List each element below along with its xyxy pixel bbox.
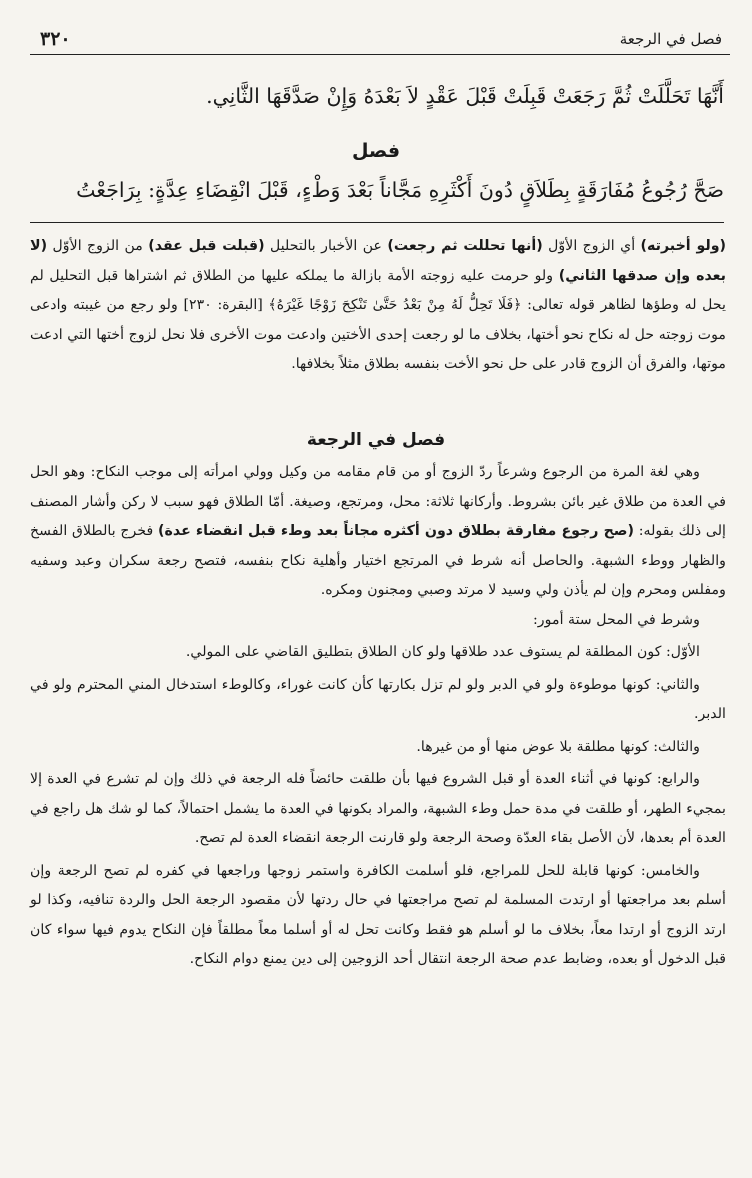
bold-quote: (ولو أخبرته): [640, 238, 726, 254]
commentary-text: أي الزوج الأوّل: [542, 238, 641, 254]
bold-quote: (صح رجوع مفارقة بطلاق دون أكثره مجاناً بعد وطء قبل انقضاء عدة): [158, 523, 635, 539]
commentary-block-b: [30, 458, 726, 975]
matn-line-second: صَحَّ رُجُوعُ مُفَارَقَةٍ بِطَلاَقٍ دُونَ أَكْثَرِهِ مَجَّاناً بَعْدَ وَطْءٍ، قَبْلَ انْقِضَاءِ عِدَّةٍ: بِرَاجَعْتُ: [76, 178, 724, 202]
matn-heading: فصل: [351, 140, 401, 162]
commentary-paragraph: [30, 458, 726, 606]
text-commentary-divider: [30, 222, 724, 223]
running-header-title: فصل في الرجعة: [619, 30, 722, 48]
section-heading: فصل في الرجعة: [306, 430, 446, 450]
commentary-paragraph: [30, 232, 726, 380]
commentary-text: عن الأخبار بالتحليل: [264, 238, 388, 254]
condition-2: والثاني: كونها موطوءة ولو في الدبر ولو لم تزل بكارتها كأن كانت غوراء، وكالوطء استدخال المني المحترم ولو في الدبر.: [30, 676, 726, 722]
commentary-text: وهي لغة المرة من الرجوع وشرعاً ردّ الزوج أو من قام مقامه من وكيل وولي امرأته إلى موجب النكاح: وهو الحل في العدة من طلاق غير بائن بشروط. وأركانها ثلاثة: محل، ومرتجع، وصيغة. أمّا الطلاق فهو سبب لا ركن وأشار المصنف إلى ذلك بقوله:: [30, 464, 726, 539]
bold-quote: (لا بعده وإن صدقها الثاني): [30, 238, 726, 284]
commentary-paragraph: وشرط في المحل ستة أمور:: [533, 611, 700, 628]
commentary-text: ولو حرمت عليه زوجته الأمة بازالة ما يملكه عليها من الطلاق ثم اشتراها قبل التحليل لم يحل له وطؤها لظاهر قوله تعالى: ﴿فَلَا تَحِلُّ لَهُ مِنْ بَعْدُ حَتَّىٰ تَنْكِحَ زَوْجًا غَيْرَهُ﴾ [البقرة: ٢٣٠] ولو رجع من غيبته وادعى موت زوجته حل له نكاح نحو أختها، بخلاف ما لو رجعت إحدى الأختين وادعت موت الأخرى فلا نحل لزوج أختها التي ادعت موتها، والفرق أن الزوج قادر على حل نحو الأخت بنفسه بطلاق مثلاً بخلافها.: [30, 267, 727, 372]
commentary-text: من الزوج الأوّل: [47, 238, 149, 254]
condition-4: والرابع: كونها في أثناء العدة أو قبل الشروع فيها بأن طلقت حائضاً فله الرجعة في ذلك وإن لم تشرع في العدة إلا بمجيء الطهر، أو طلقت في مدة حمل وطء الشبهة، والمراد بكونها في العدة ما يشمل احتمالاً، كما لو شك هل راجع في العدة أم بعدها، لأن الأصل بقاء العدّة وصحة الرجعة ولو قارنت الرجعة انقضاء العدة لم تصح.: [30, 771, 726, 846]
condition-5: والخامس: كونها قابلة للحل للمراجع، فلو أسلمت الكافرة واستمر زوجها وراجعها في كفره لم تصح الرجعة وإن أسلم بعد مراجعتها أو ارتدت المسلمة لم تصح مراجعتها في حال ردتها لأن مقصود الرجعة الحل والردة تنافيه، وكذا لو ارتد الزوج أو ارتدا معاً، بخلاف ما لو أسلم هو فقط وكانت تحل له أو أسلما معاً مطلقاً فإن النكاح يدوم فيها سواء كان قبل الدخول أو بعده، وضابط عدم صحة الرجعة انتقال أحد الزوجين إلى دين يمنع دوام النكاح.: [30, 862, 726, 967]
matn-line-top: أَنَّهَا تَحَلَّلَتْ ثُمَّ رَجَعَتْ قَبِلَتْ قَبْلَ عَقْدٍ لاَ بَعْدَهُ وَإِنْ صَدَّقَهَا الثَّانِي.: [206, 84, 724, 108]
running-header: [30, 28, 730, 55]
bold-quote: (قبلت قبل عقد): [148, 238, 265, 254]
condition-1: الأوّل: كون المطلقة لم يستوف عدد طلاقها ولو كان الطلاق بتطليق القاضي على المولي.: [185, 644, 700, 660]
commentary-block-a: [30, 232, 726, 380]
condition-3: والثالث: كونها مطلقة بلا عوض منها أو من غيرها.: [416, 738, 700, 755]
commentary-text: فخرج بالطلاق الفسخ والظهار ووطء الشبهة. والحاصل أنه شرط في المرتجع اختيار وأهلية نكاح بنفسه، فتصح رجعة سكران وعبد وسفيه ومفلس ومحرم وإن لم يأذن ولي وسيد لا مرتد وصبي ومجنون ومكره.: [30, 523, 726, 598]
page-number: ٣٢٠: [40, 28, 71, 50]
bold-quote: (أنها تحللت ثم رجعت): [387, 238, 543, 254]
